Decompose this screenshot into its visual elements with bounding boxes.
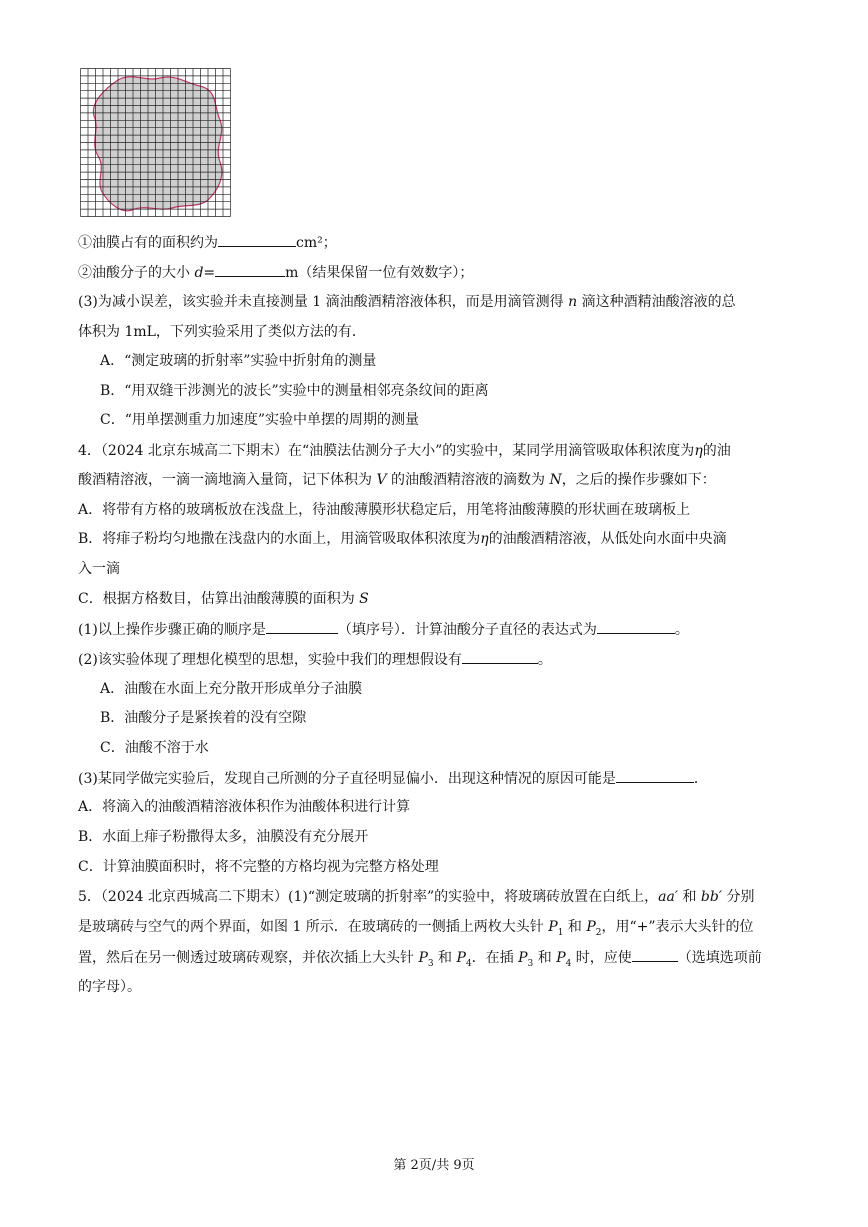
step-b [78, 529, 798, 549]
text: 和 [563, 919, 587, 935]
text: (3)为减小误差，该实验并未直接测量 1 滴油酸酒精溶液体积，而是用滴管测得 [78, 294, 569, 310]
question-5-line-3 [78, 947, 798, 974]
variable: P [548, 919, 558, 935]
variable: P [556, 950, 566, 966]
step-b-continued: 入一滴 [78, 561, 120, 577]
text: ，之后的操作步骤如下： [561, 472, 716, 488]
subscript: 2 [595, 927, 602, 938]
oil-film-grid-figure [80, 68, 231, 217]
part-2-option-c: C．油酸不溶于水 [100, 740, 209, 756]
question-line-3 [78, 292, 798, 312]
text: C．根据方格数目，估算出油酸薄膜的面积为 [78, 591, 360, 607]
text: 分别 [722, 889, 755, 905]
answer-blank [616, 768, 694, 783]
part-3-option-b: B．水面上痱子粉撒得太多，油膜没有充分展开 [78, 829, 369, 845]
subscript: 1 [557, 927, 564, 938]
variable: η [694, 443, 703, 459]
part-2-option-a: A．油酸在水面上充分散开形成单分子油膜 [100, 681, 363, 697]
part-3 [78, 768, 798, 789]
part-2 [78, 649, 798, 670]
text: 的油 [702, 443, 731, 459]
text: ①油膜占有的面积约为 [78, 235, 218, 251]
grid-lines [81, 69, 231, 217]
text: 是玻璃砖与空气的两个界面，如图 1 所示．在玻璃砖的一侧插上两枚大头针 [78, 919, 549, 935]
variable: P [456, 950, 466, 966]
text: B．将痱子粉均匀地撒在浅盘内的水面上，用滴管吸取体积浓度为 [78, 531, 481, 547]
variable: d [194, 265, 204, 281]
part-3-option-a: A．将滴入的油酸酒精溶液体积作为油酸体积进行计算 [78, 799, 411, 815]
variable: P [518, 950, 528, 966]
text: 置，然后在另一侧透过玻璃砖观察，并依次插上大头针 [78, 950, 419, 966]
answer-blank [632, 947, 678, 962]
subscript: 3 [427, 958, 434, 969]
variable: S [359, 591, 369, 607]
subscript: 3 [527, 958, 534, 969]
subscript: 4 [465, 958, 472, 969]
text: ②油酸分子的大小 [78, 265, 195, 281]
question-line-4: 体积为 1mL，下列实验采用了类似方法的有． [78, 324, 366, 340]
question-5-line-2 [78, 917, 798, 943]
page-footer: 第 2页/共 9页 [393, 1158, 475, 1173]
step-a: A．将带有方格的玻璃板放在浅盘上，待油酸薄膜形状稳定后，用笔将油酸薄膜的形状画在玻璃板上 [78, 502, 691, 518]
variable: P [418, 950, 428, 966]
option-a: A．“测定玻璃的折射率”实验中折射角的测量 [100, 353, 377, 369]
variable: η [480, 531, 489, 547]
text: 和 [433, 950, 457, 966]
part-1 [78, 619, 798, 640]
text: 和 [533, 950, 557, 966]
question-5-line-4: 的字母）。 [78, 979, 141, 995]
part-2-option-b: B．油酸分子是紧挨着的没有空隙 [100, 710, 307, 726]
text: ，用“+”表示大头针的位 [601, 919, 754, 935]
text: 。 [537, 652, 552, 668]
option-c: C．“用单摆测重力加速度”实验中单摆的周期的测量 [100, 412, 420, 428]
text: m（结果保留一位有效数字）； [285, 265, 474, 281]
variable: N [549, 472, 562, 488]
answer-blank [462, 649, 538, 664]
text: 的油酸酒精溶液的滴数为 [386, 472, 550, 488]
text: （填序号）．计算油酸分子直径的表达式为 [337, 622, 597, 638]
text: = [203, 265, 216, 281]
text: 。 [674, 622, 689, 638]
text: 和 [678, 889, 701, 905]
text: 酸酒精溶液，一滴一滴地滴入量筒，记下体积为 [78, 472, 377, 488]
text: (1)以上操作步骤正确的顺序是 [78, 622, 266, 638]
text: (3)某同学做完实验后，发现自己所测的分子直径明显偏小．出现这种情况的原因可能是 [78, 771, 616, 787]
text: (2)该实验体现了理想化模型的思想，实验中我们的理想假设有 [78, 652, 462, 668]
option-b: B．“用双缝干涉测光的波长”实验中的测量相邻亮条纹间的距离 [100, 383, 489, 399]
text: 4．（2024 北京东城高二下期末）在“油膜法估测分子大小”的实验中，某同学用滴管吸取体积浓度为 [78, 443, 695, 459]
question-4-line-2 [78, 470, 798, 490]
step-c [78, 589, 798, 609]
variable: P [586, 919, 596, 935]
variable: n [568, 294, 578, 310]
text: ． [693, 771, 708, 787]
variable: bb′ [700, 889, 723, 905]
text: 滴这种酒精油酸溶液的总 [577, 294, 736, 310]
answer-blank [266, 619, 338, 634]
oil-film-shape [93, 77, 221, 211]
variable: V [376, 472, 387, 488]
answer-blank [597, 619, 675, 634]
subscript: 4 [565, 958, 572, 969]
question-line-2 [78, 262, 798, 283]
question-5-line-1 [78, 887, 798, 907]
variable: aa′ [658, 889, 679, 905]
text: cm²； [296, 235, 337, 251]
part-3-option-c: C．计算油膜面积时，将不完整的方格均视为完整方格处理 [78, 859, 439, 875]
question-4-line-1 [78, 441, 798, 461]
text: 5．（2024 北京西城高二下期末）(1)“测定玻璃的折射率”的实验中，将玻璃砖放置在白纸上， [78, 889, 659, 905]
question-line-1 [78, 232, 798, 253]
text: ．在插 [471, 950, 519, 966]
text: 的油酸酒精溶液，从低处向水面中央滴 [488, 531, 727, 547]
text: （选填选项前 [677, 950, 762, 966]
text: 时，应使 [571, 950, 632, 966]
answer-blank [218, 232, 296, 247]
answer-blank [215, 262, 285, 277]
